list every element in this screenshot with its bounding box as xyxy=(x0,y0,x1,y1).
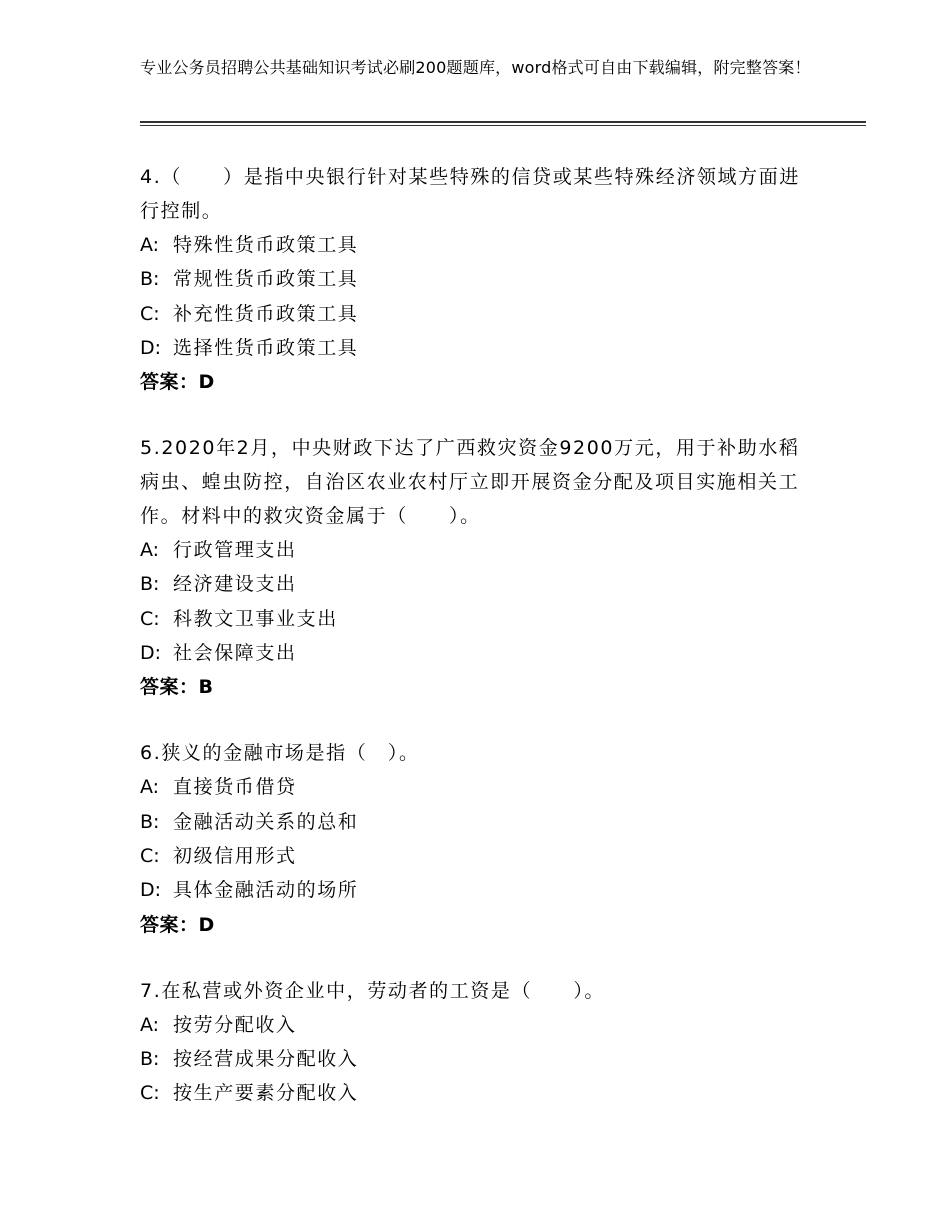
option-letter: B: xyxy=(140,268,160,291)
option-a xyxy=(140,228,820,262)
question-6 xyxy=(140,736,820,941)
option-text: 行政管理支出 xyxy=(173,539,297,562)
option-text: 经济建设支出 xyxy=(173,573,297,596)
question-text: 5.2020年2月，中央财政下达了广西救灾资金9200万元，用于补助水稻病虫、蝗虫防控，自治区农业农村厅立即开展资金分配及项目实施相关工作。材料中的救灾资金属于（ ）。 xyxy=(140,437,800,528)
answer-line: 答案：B xyxy=(140,676,214,699)
option-a xyxy=(140,770,820,804)
option-text: 特殊性货币政策工具 xyxy=(173,234,359,256)
option-letter: C: xyxy=(140,844,160,867)
option-d xyxy=(140,636,820,670)
option-text: 按劳分配收入 xyxy=(173,1013,297,1036)
option-letter: A: xyxy=(140,1013,160,1036)
header-rule-thin xyxy=(140,125,866,126)
option-b xyxy=(140,1042,820,1076)
option-d xyxy=(140,331,820,365)
question-list xyxy=(140,160,820,1142)
question-text: 6.狭义的金融市场是指（ ）。 xyxy=(140,742,420,765)
option-text: 初级信用形式 xyxy=(173,844,297,867)
header-rule-thick xyxy=(140,121,866,123)
option-a xyxy=(140,1008,820,1042)
option-letter: B: xyxy=(140,573,160,596)
option-c xyxy=(140,602,820,636)
option-text: 金融活动关系的总和 xyxy=(173,810,359,833)
option-letter: C: xyxy=(140,302,160,325)
option-text: 补充性货币政策工具 xyxy=(173,302,359,325)
option-letter: B: xyxy=(140,1047,160,1070)
option-text: 选择性货币政策工具 xyxy=(173,336,359,359)
option-b xyxy=(140,567,820,601)
option-letter: A: xyxy=(140,234,160,256)
question-5 xyxy=(140,431,820,704)
option-letter: D: xyxy=(140,879,162,902)
option-letter: C: xyxy=(140,607,160,630)
option-b xyxy=(140,805,820,839)
question-text: 7.在私营或外资企业中，劳动者的工资是（ ）。 xyxy=(140,979,606,1002)
document-header: 专业公务员招聘公共基础知识考试必刷200题题库，word格式可自由下载编辑，附完整答案！ xyxy=(140,58,811,77)
option-text: 按经营成果分配收入 xyxy=(173,1047,359,1070)
option-text: 常规性货币政策工具 xyxy=(173,268,359,291)
option-text: 按生产要素分配收入 xyxy=(173,1082,359,1105)
answer-line: 答案：D xyxy=(140,913,215,936)
option-b xyxy=(140,262,820,296)
option-c xyxy=(140,839,820,873)
answer-line: 答案：D xyxy=(140,371,215,394)
option-a xyxy=(140,533,820,567)
option-letter: B: xyxy=(140,810,160,833)
option-text: 直接货币借贷 xyxy=(173,776,297,799)
question-4 xyxy=(140,160,820,399)
option-letter: A: xyxy=(140,776,160,799)
option-c xyxy=(140,1076,820,1110)
question-7 xyxy=(140,974,820,1111)
option-letter: D: xyxy=(140,336,162,359)
option-letter: C: xyxy=(140,1082,160,1105)
option-letter: A: xyxy=(140,539,160,562)
option-c xyxy=(140,297,820,331)
option-text: 社会保障支出 xyxy=(173,642,297,665)
option-text: 科教文卫事业支出 xyxy=(173,607,338,630)
option-d xyxy=(140,873,820,907)
question-text: 4.（ ）是指中央银行针对某些特殊的信贷或某些特殊经济领域方面进行控制。 xyxy=(140,166,800,222)
option-text: 具体金融活动的场所 xyxy=(173,879,359,902)
option-letter: D: xyxy=(140,642,162,665)
